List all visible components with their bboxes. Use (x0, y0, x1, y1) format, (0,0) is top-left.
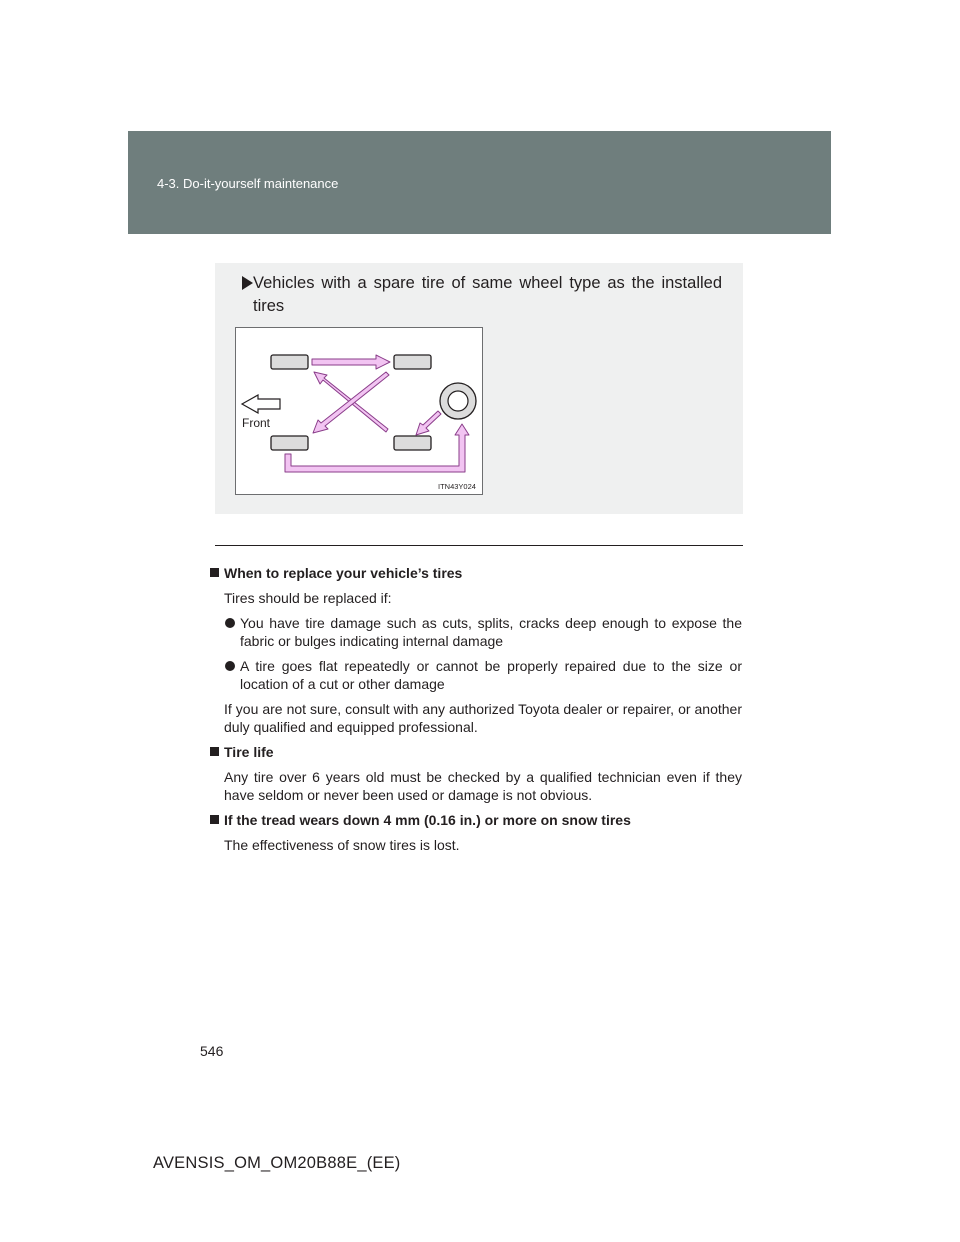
front-label: Front (242, 416, 271, 430)
rear-right-tire-icon (394, 436, 431, 450)
replace-intro: Tires should be replaced if: (224, 590, 392, 606)
tire-life-body: Any tire over 6 years old must be checked by a qualified technician even if they have seldom or never been used or damage is not obvious. (224, 769, 742, 803)
page-number: 546 (200, 1043, 224, 1059)
arrow-rl-to-spare-icon (285, 424, 469, 472)
arrow-fl-to-fr-icon (312, 355, 390, 369)
front-direction-arrow-icon (242, 395, 280, 413)
figure-code: ITN43Y024 (438, 482, 476, 491)
square-bullet-icon (210, 747, 219, 756)
callout-heading-line1: Vehicles with a spare tire of same wheel type as the installed (253, 274, 722, 292)
round-bullet-icon (225, 661, 235, 671)
replace-bullet-2: A tire goes flat repeatedly or cannot be properly repaired due to the size or location of a cut or other damage (224, 657, 742, 693)
rotation-arrows (285, 355, 469, 472)
front-right-tire-icon (394, 355, 431, 369)
snow-tires-body: The effectiveness of snow tires is lost. (224, 837, 460, 853)
triangle-bullet-icon (242, 276, 253, 290)
heading-tire-life: Tire life (208, 743, 742, 761)
document-code: AVENSIS_OM_OM20B88E_(EE) (153, 1154, 401, 1172)
header-band (128, 131, 831, 234)
heading-snow-tires: If the tread wears down 4 mm (0.16 in.) or more on snow tires (208, 811, 742, 829)
square-bullet-icon (210, 568, 219, 577)
replace-bullet-1: You have tire damage such as cuts, splits, cracks deep enough to expose the fabric or bulges indicating internal damage (224, 614, 742, 650)
front-left-tire-icon (271, 355, 308, 369)
square-bullet-icon (210, 815, 219, 824)
callout-heading (242, 272, 722, 318)
tire-rotation-diagram (235, 327, 483, 495)
rear-left-tire-icon (271, 436, 308, 450)
arrow-spare-to-rr-icon (416, 411, 441, 435)
tire-info-content (208, 564, 742, 861)
section-divider (215, 545, 743, 546)
callout-heading-line2: tires (253, 297, 285, 315)
rotation-diagram-svg (236, 328, 484, 496)
heading-when-to-replace: When to replace your vehicle’s tires (208, 564, 742, 582)
replace-note: If you are not sure, consult with any authorized Toyota dealer or repairer, or another duly qualified and equipped professional. (224, 701, 742, 735)
section-title: 4-3. Do-it-yourself maintenance (157, 176, 339, 191)
round-bullet-icon (225, 618, 235, 628)
tire-rotation-callout (215, 263, 743, 514)
